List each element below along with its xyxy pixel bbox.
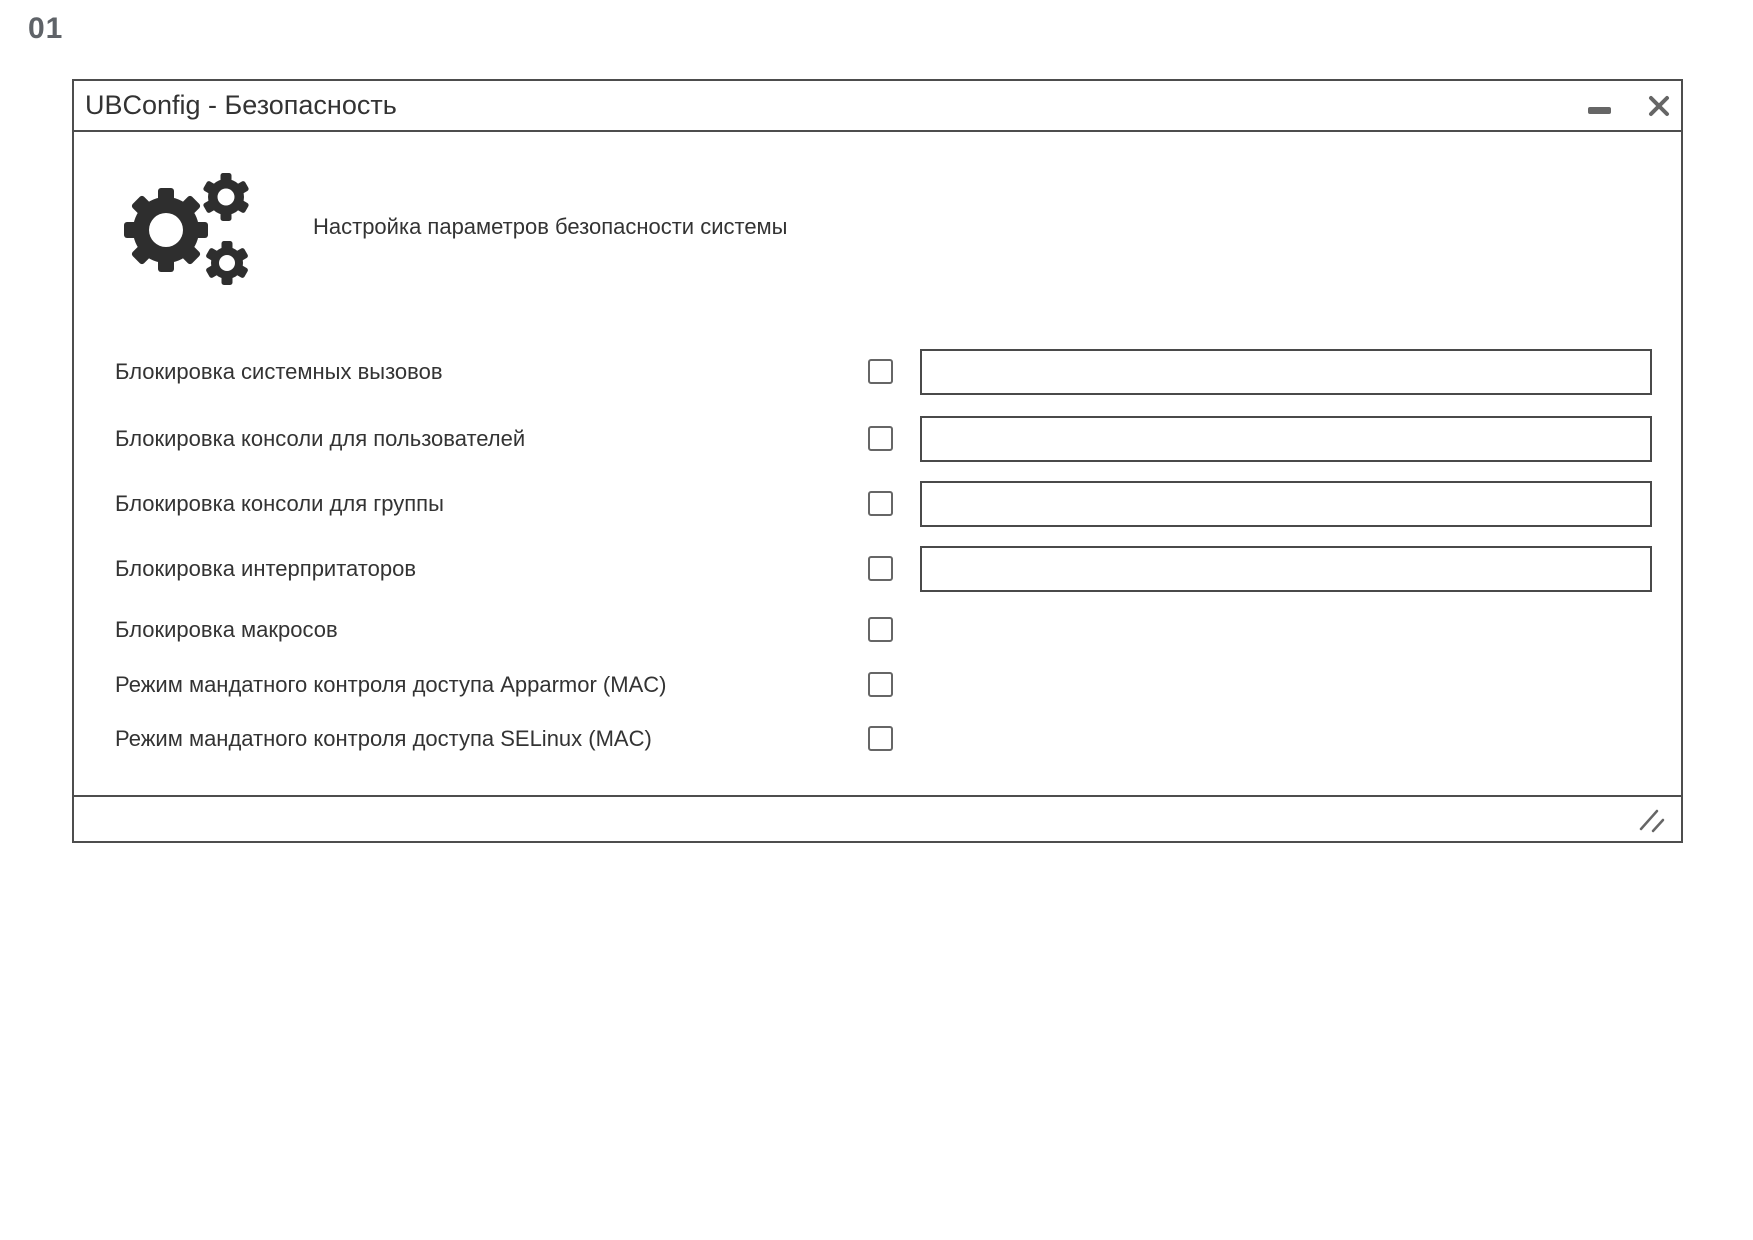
form-row [74, 716, 1681, 762]
row-label: Режим мандатного контроля доступа SELinux (MAC) [115, 726, 652, 751]
form-row [74, 662, 1681, 708]
form-row [74, 416, 1681, 462]
resize-grip-icon[interactable] [1638, 808, 1668, 834]
row-label: Блокировка макросов [115, 617, 338, 642]
row-checkbox[interactable] [868, 556, 893, 581]
row-text-input[interactable] [920, 349, 1652, 395]
form-row [74, 546, 1681, 592]
dialog-heading: Настройка параметров безопасности системы [313, 214, 788, 239]
window-body [74, 132, 1681, 795]
page-number-label: 01 [28, 12, 64, 45]
row-text-input[interactable] [920, 416, 1652, 462]
row-text-input[interactable] [920, 546, 1652, 592]
window-titlebar[interactable] [74, 81, 1681, 132]
row-checkbox[interactable] [868, 359, 893, 384]
row-text-input[interactable] [920, 481, 1652, 527]
minimize-icon[interactable] [1588, 107, 1611, 114]
row-label: Режим мандатного контроля доступа Apparmor (MAC) [115, 672, 667, 697]
row-label: Блокировка интерпритаторов [115, 556, 417, 581]
row-checkbox[interactable] [868, 426, 893, 451]
status-bar [74, 795, 1681, 841]
close-icon[interactable] [1648, 94, 1670, 118]
gears-icon [122, 165, 256, 295]
form-row [74, 607, 1681, 653]
form-row [74, 481, 1681, 527]
row-checkbox[interactable] [868, 617, 893, 642]
ubconfig-security-window [72, 79, 1683, 843]
row-label: Блокировка консоли для пользователей [115, 426, 526, 451]
row-label: Блокировка системных вызовов [115, 359, 443, 384]
form-row [74, 349, 1681, 395]
row-checkbox[interactable] [868, 726, 893, 751]
row-checkbox[interactable] [868, 491, 893, 516]
row-label: Блокировка консоли для группы [115, 491, 444, 516]
window-title: UBConfig - Безопасность [85, 90, 397, 120]
row-checkbox[interactable] [868, 672, 893, 697]
